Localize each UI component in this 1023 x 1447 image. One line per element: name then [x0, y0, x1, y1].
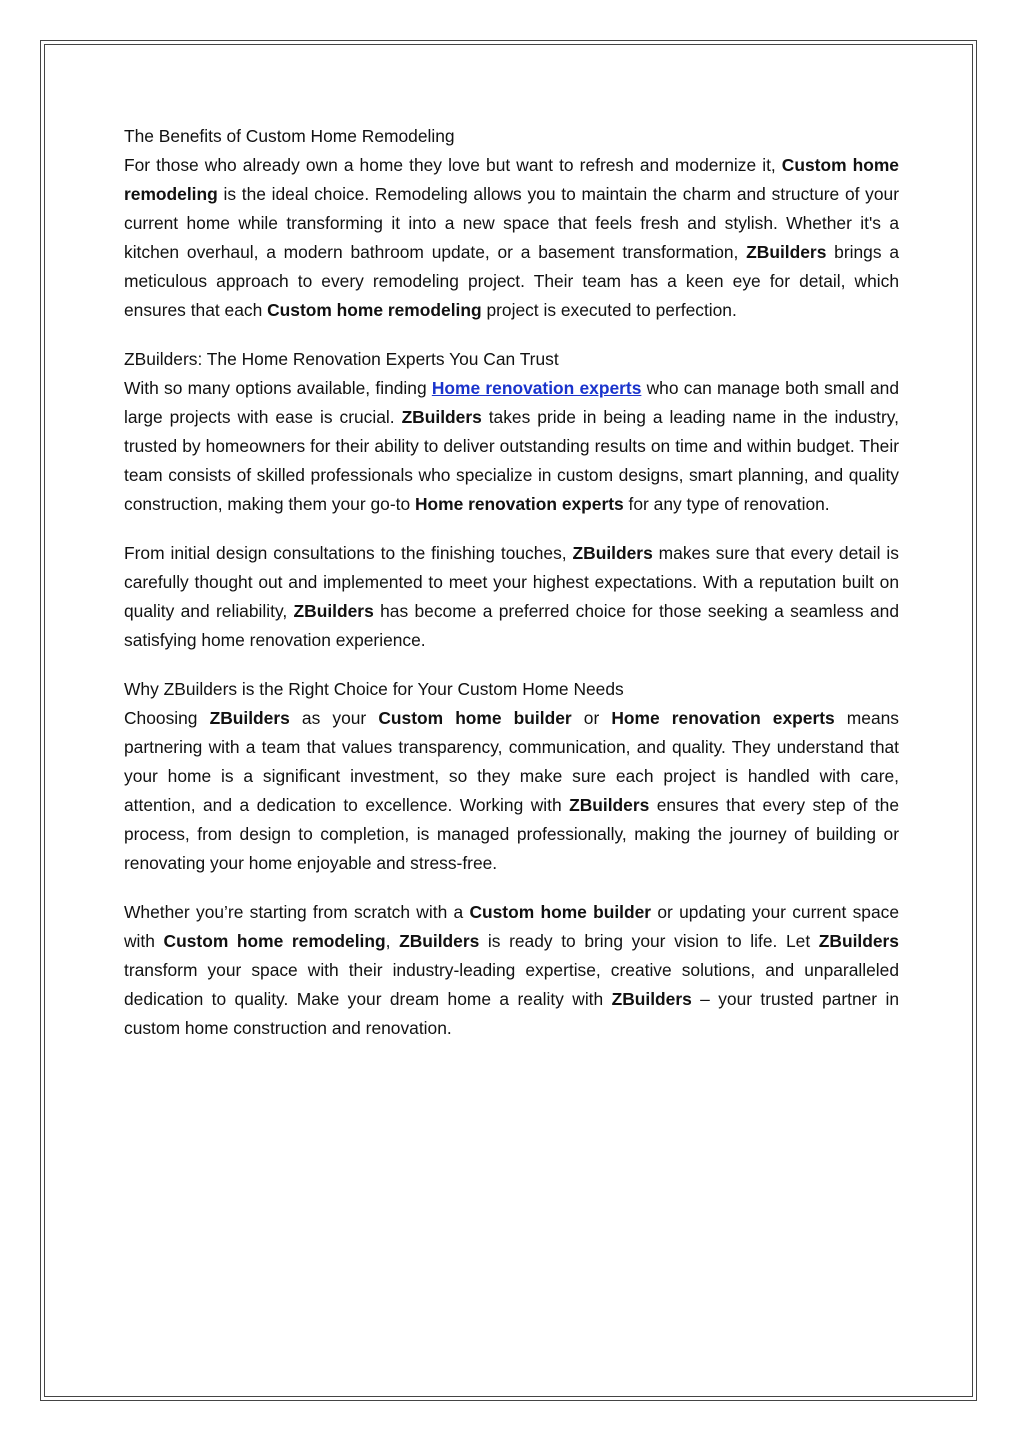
text-run: For those who already own a home they love but want to refresh and modernize it,: [124, 155, 782, 175]
section-heading: Why ZBuilders is the Right Choice for Your Custom Home Needs: [124, 679, 624, 699]
paragraph: [124, 704, 899, 878]
bold-term: Custom home builder: [469, 902, 652, 922]
text-run: is ready to bring your vision to life. Let: [479, 931, 819, 951]
paragraph: [124, 374, 899, 519]
text-run: means partnering with a team that values transparency, communication, and quality. They understand that your home is a significant investment, so they make sure each project is handled with care, attention, and a dedication to excellence. Working with: [124, 708, 899, 815]
section-2: [124, 539, 899, 655]
text-run: takes pride in being a leading name in the industry, trusted by homeowners for their ability to deliver outstanding results on time and within budget. Their team consists of skilled professionals who specialize in custom designs, smart planning, and quality construction, making them your go-to: [124, 407, 900, 514]
bold-term: ZBuilders: [746, 242, 827, 262]
bold-term: Custom home remodeling: [163, 931, 386, 951]
text-run: ensures that every step of the process, from design to completion, is managed professionally, making the journey of building or renovating your home enjoyable and stress-free.: [124, 795, 899, 873]
text-run: as your: [289, 708, 379, 728]
section-3: [124, 675, 899, 878]
paragraph: [124, 898, 899, 1043]
text-run: has become a preferred choice for those seeking a seamless and satisfying home renovation experience.: [124, 601, 899, 650]
text-run: brings a meticulous approach to every remodeling project. Their team has a keen eye for detail, which ensures that each: [124, 242, 899, 320]
bold-term: ZBuilders: [401, 407, 482, 427]
text-run: or updating your current space with: [124, 902, 900, 951]
text-run: who can manage both small and large projects with ease is crucial.: [124, 378, 899, 427]
text-run: for any type of renovation.: [623, 494, 830, 514]
section-heading: The Benefits of Custom Home Remodeling: [124, 126, 455, 146]
text-run: From initial design consultations to the finishing touches,: [124, 543, 573, 563]
home-renovation-experts-link[interactable]: Home renovation experts: [431, 378, 642, 398]
bold-term: ZBuilders: [209, 708, 290, 728]
paragraph: [124, 151, 899, 325]
bold-term: Home renovation experts: [611, 708, 835, 728]
bold-term: Home renovation experts: [414, 494, 624, 514]
document-body: [124, 122, 899, 1063]
bold-term: Custom home remodeling: [124, 155, 899, 204]
section-0: [124, 122, 899, 325]
text-run: project is executed to perfection.: [481, 300, 737, 320]
paragraph: [124, 539, 899, 655]
text-run: Whether you’re starting from scratch with a: [124, 902, 470, 922]
text-run: makes sure that every detail is carefully thought out and implemented to meet your highest expectations. With a reputation built on quality and reliability,: [124, 543, 899, 621]
text-run: or: [571, 708, 612, 728]
text-run: With so many options available, finding: [124, 378, 432, 398]
bold-term: Custom home builder: [378, 708, 572, 728]
text-run: transform your space with their industry-leading expertise, creative solutions, and unparalleled dedication to quality. Make your dream home a reality with: [124, 960, 899, 1009]
section-4: [124, 898, 899, 1043]
bold-term: ZBuilders: [293, 601, 374, 621]
text-run: – your trusted partner in custom home construction and renovation.: [124, 989, 899, 1038]
bold-term: ZBuilders: [611, 989, 692, 1009]
bold-term: ZBuilders: [572, 543, 653, 563]
section-heading: ZBuilders: The Home Renovation Experts You Can Trust: [124, 349, 559, 369]
text-run: Choosing: [124, 708, 210, 728]
text-run: is the ideal choice. Remodeling allows you to maintain the charm and structure of your current home while transforming it into a new space that feels fresh and stylish. Whether it's a kitchen overhaul, a modern bathroom update, or a basement transformation,: [124, 184, 899, 262]
bold-term: ZBuilders: [399, 931, 480, 951]
section-1: [124, 345, 899, 519]
text-run: ,: [385, 931, 400, 951]
bold-term: ZBuilders: [569, 795, 650, 815]
bold-term: Custom home remodeling: [267, 300, 482, 320]
bold-term: ZBuilders: [818, 931, 899, 951]
